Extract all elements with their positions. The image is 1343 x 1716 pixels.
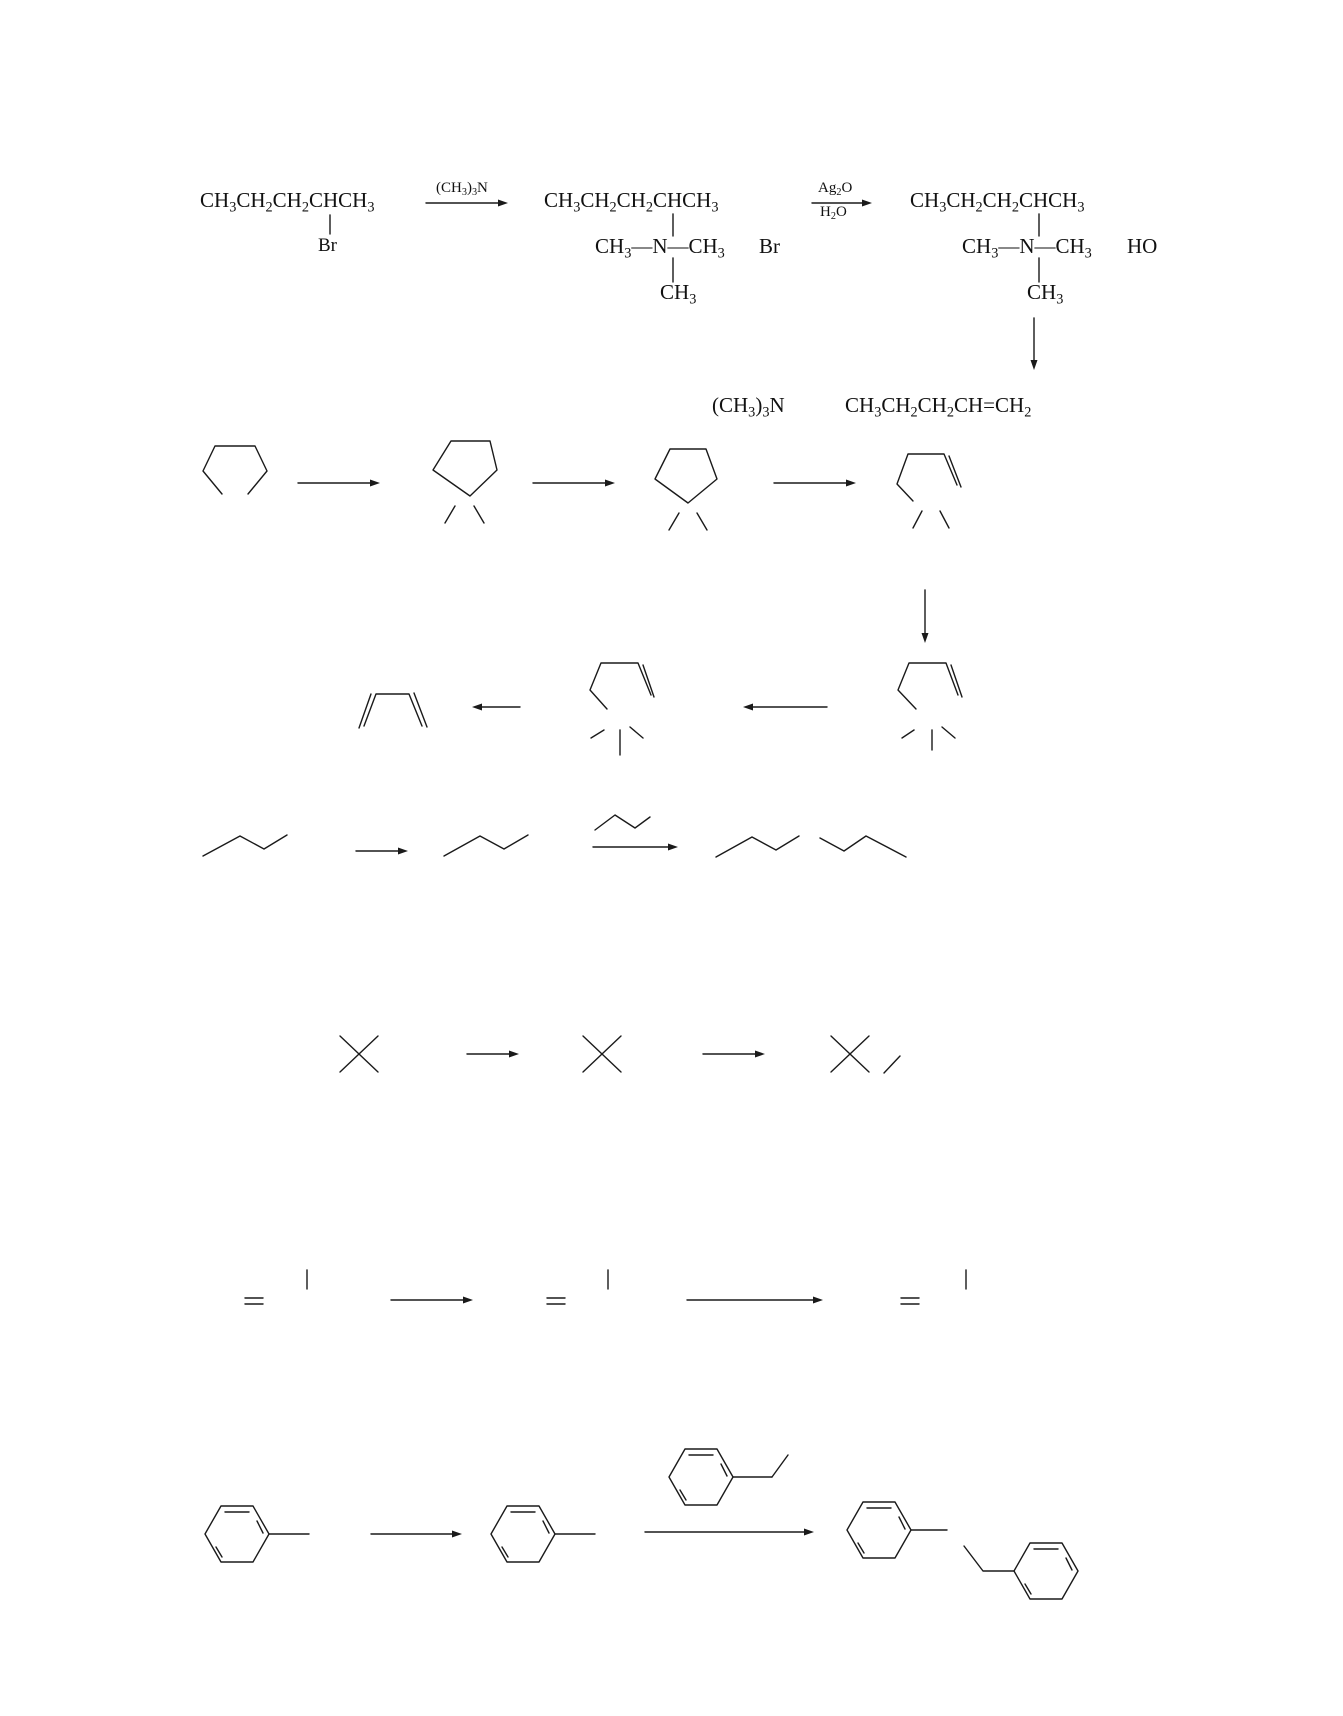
hydroxide-ammonium: $CH_3—N—CH_3$ [962, 234, 1092, 262]
reagent-silver-oxide: $Ag_2O$ [818, 180, 853, 199]
reagent-water: $H_2O$ [820, 204, 847, 223]
quaternary-ammonium-right [898, 663, 958, 709]
propyl-chain [444, 835, 528, 856]
pyrrolidinium-ring [433, 441, 497, 496]
substrate-bromo: Br [318, 235, 337, 256]
substrate-formula: $CH_3CH_2CH_2CHCH_3$ [200, 188, 375, 216]
reagent-trimethylamine: $(CH_3)_3N$ [436, 180, 488, 199]
intermediate-ammonium: $CH_3—N—CH_3$ [595, 234, 725, 262]
scheme3-chain-coupling [203, 815, 906, 857]
product-trimethylamine: $(CH_3)_3N$ [712, 393, 785, 421]
coupled-product [847, 1502, 1078, 1599]
scheme2-cyclic-hofmann [203, 441, 962, 755]
hydroxide-salt-formula: $CH_3CH_2CH_2CHCH_3$ [910, 188, 1085, 216]
scheme4-quaternary-carbon [340, 1036, 900, 1073]
product-pentene: $CH_3CH_2CH_2CH=CH_2$ [845, 393, 1032, 421]
hydroxide-methyl: $CH_3$ [1027, 280, 1064, 308]
pyrrolidinium-hydroxide-ring [655, 449, 717, 503]
alkenyl-amine-chain [897, 454, 957, 501]
cyclopentane-skeleton [203, 446, 267, 494]
coupled-chain-left [716, 836, 799, 857]
scheme5-alkene-fragments [245, 1270, 966, 1304]
intermediate-counterion: Br [759, 234, 780, 258]
hydroxide-counterion: HO [1127, 234, 1158, 258]
scheme6-aromatic-coupling [205, 1449, 1078, 1599]
propyl-chain [203, 835, 287, 856]
intermediate-methyl: $CH_3$ [660, 280, 697, 308]
toluene-2 [491, 1506, 595, 1562]
pentadiene-product [364, 694, 422, 726]
quaternary-ammonium-middle [590, 663, 651, 709]
reagent-propyl-chain [595, 815, 650, 830]
toluene-1 [205, 1506, 309, 1562]
intermediate-formula: $CH_3CH_2CH_2CHCH_3$ [544, 188, 719, 216]
scheme1-bonds [330, 214, 1039, 282]
coupled-chain-right [820, 836, 906, 857]
reagent-ethylbenzene [669, 1449, 788, 1505]
scheme1-arrows [426, 200, 1038, 371]
